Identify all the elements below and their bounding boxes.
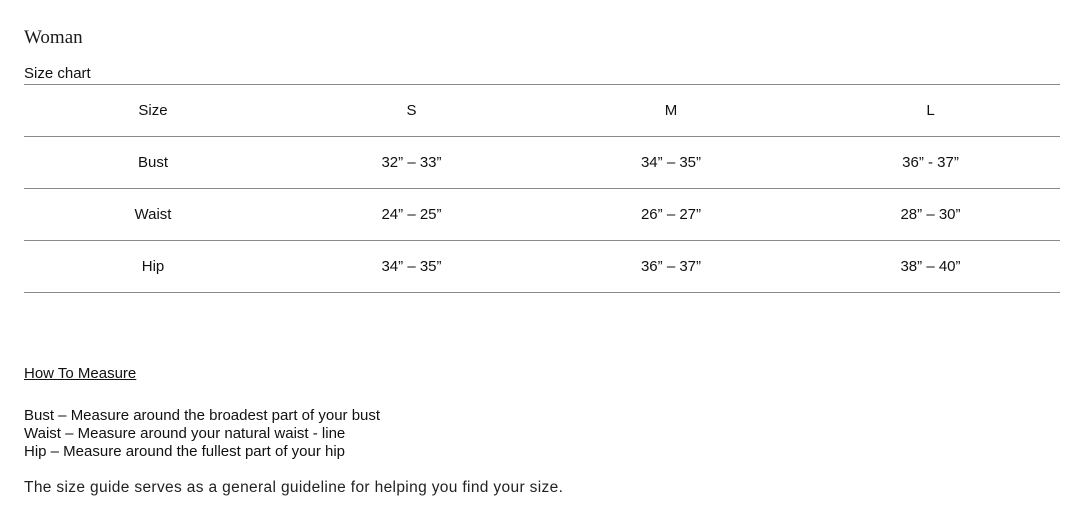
hip-size-s: 34” – 35”: [282, 241, 541, 293]
row-label-bust: Bust: [24, 137, 282, 189]
measure-instruction-waist: Waist – Measure around your natural waist - line: [24, 425, 346, 442]
waist-size-l: 28” – 30”: [801, 189, 1060, 241]
table-row-waist: [24, 189, 1060, 241]
header-cell-m: M: [541, 85, 801, 137]
header-cell-s: S: [282, 85, 541, 137]
row-label-waist: Waist: [24, 189, 282, 241]
how-to-measure-heading: How To Measure: [24, 365, 137, 382]
header-cell-l: L: [801, 85, 1060, 137]
hip-size-l: 38” – 40”: [801, 241, 1060, 293]
bust-size-l: 36” - 37”: [801, 137, 1060, 189]
measure-instruction-hip: Hip – Measure around the fullest part of your hip: [24, 443, 346, 460]
hip-size-m: 36” – 37”: [541, 241, 801, 293]
table-header-row: [24, 85, 1060, 137]
row-label-hip: Hip: [24, 241, 282, 293]
how-to-measure-list: [24, 407, 380, 461]
size-guide-note: The size guide serves as a general guideline for helping you find your size.: [24, 479, 564, 496]
measure-instruction-bust: Bust – Measure around the broadest part of your bust: [24, 407, 381, 424]
size-chart-table: [24, 84, 1060, 293]
header-cell-size: Size: [24, 85, 282, 137]
bust-size-s: 32” – 33”: [282, 137, 541, 189]
table-row-bust: [24, 137, 1060, 189]
bust-size-m: 34” – 35”: [541, 137, 801, 189]
page-title: Woman: [24, 27, 83, 48]
waist-size-s: 24” – 25”: [282, 189, 541, 241]
waist-size-m: 26” – 27”: [541, 189, 801, 241]
size-chart-caption: Size chart: [24, 65, 91, 82]
table-row-hip: [24, 241, 1060, 293]
